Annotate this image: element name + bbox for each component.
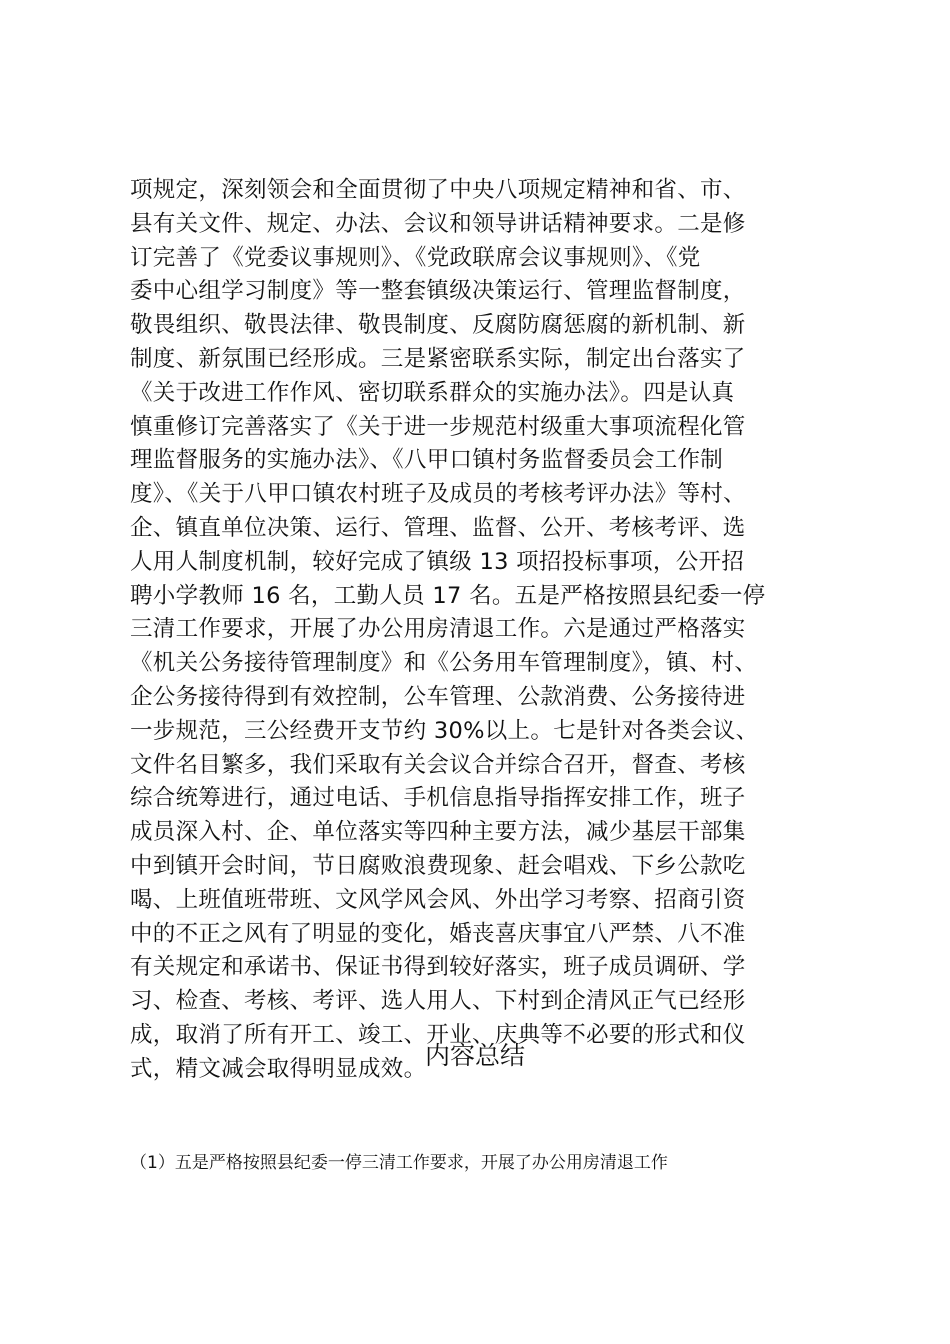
paragraph-line: 中到镇开会时间，节日腐败浪费现象、赶会唱戏、下乡公款吃 [130,852,746,879]
paragraph-line: 综合统筹进行，通过电话、手机信息指导指挥安排工作，班子 [130,785,746,812]
paragraph-line: 成，取消了所有开工、竣工、开业、庆典等不必要的形式和仪 [130,1021,746,1048]
paragraph-line: 式，精文减会取得明显成效。 [130,1055,427,1082]
paragraph-line: 项规定，深刻领会和全面贯彻了中央八项规定精神和省、市、 [130,177,746,203]
paragraph-line: 三清工作要求，开展了办公用房清退工作。六是通过严格落实 [130,616,746,643]
paragraph-line: 中的不正之风有了明显的变化，婚丧喜庆事宜八严禁、八不准 [130,920,746,947]
paragraph-line: 习、检查、考核、考评、选人用人、下村到企清风正气已经形 [130,988,746,1015]
paragraph-line: 人用人制度机制，较好完成了镇级 13 项招投标事项，公开招 [130,548,745,575]
paragraph-line: 慎重修订完善落实了《关于进一步规范村级重大事项流程化管 [130,413,746,440]
paragraph-line: 度》、《关于八甲口镇农村班子及成员的考核考评办法》等村、 [130,481,746,508]
paragraph-line: 制度、新氛围已经形成。三是紧密联系实际，制定出台落实了 [130,345,746,372]
paragraph-line: 企公务接待得到有效控制，公车管理、公款消费、公务接待进 [130,683,746,710]
body-paragraph [130,174,830,1087]
paragraph-line: 成员深入村、企、单位落实等四种主要方法，减少基层干部集 [130,819,746,846]
paragraph-line: 文件名目繁多，我们采取有关会议合并综合召开，督查、考核 [130,751,746,778]
paragraph-line: 订完善了《党委议事规则》、《党政联席会议事规则》、《党 [130,244,701,271]
paragraph-line: 县有关文件、规定、办法、会议和领导讲话精神要求。二是修 [130,210,746,237]
paragraph-line: 一步规范，三公经费开支节约 30%以上。七是针对各类会议、 [130,717,759,744]
paragraph-line: 委中心组学习制度》等一整套镇级决策运行、管理监督制度， [130,278,746,305]
paragraph-line: 《关于改进工作作风、密切联系群众的实施办法》。四是认真 [130,379,735,406]
paragraph-line: 敬畏组织、敬畏法律、敬畏制度、反腐防腐惩腐的新机制、新 [130,312,746,339]
paragraph-line: 《机关公务接待管理制度》和《公务用车管理制度》，镇、村、 [130,650,758,677]
paragraph-line: 聘小学教师 16 名，工勤人员 17 名。五是严格按照县纪委一停 [130,582,766,609]
paragraph-line: 理监督服务的实施办法》、《八甲口镇村务监督委员会工作制 [130,447,724,474]
summary-heading: 内容总结 [424,1041,525,1070]
paragraph-line: 企、镇直单位决策、运行、管理、监督、公开、考核考评、选 [130,514,746,541]
summary-item: （1）五是严格按照县纪委一停三清工作要求，开展了办公用房清退工作 [130,1153,668,1173]
paragraph-line: 喝、上班值班带班、文风学风会风、外出学习考察、招商引资 [130,886,746,913]
paragraph-line: 有关规定和承诺书、保证书得到较好落实，班子成员调研、学 [130,954,746,981]
